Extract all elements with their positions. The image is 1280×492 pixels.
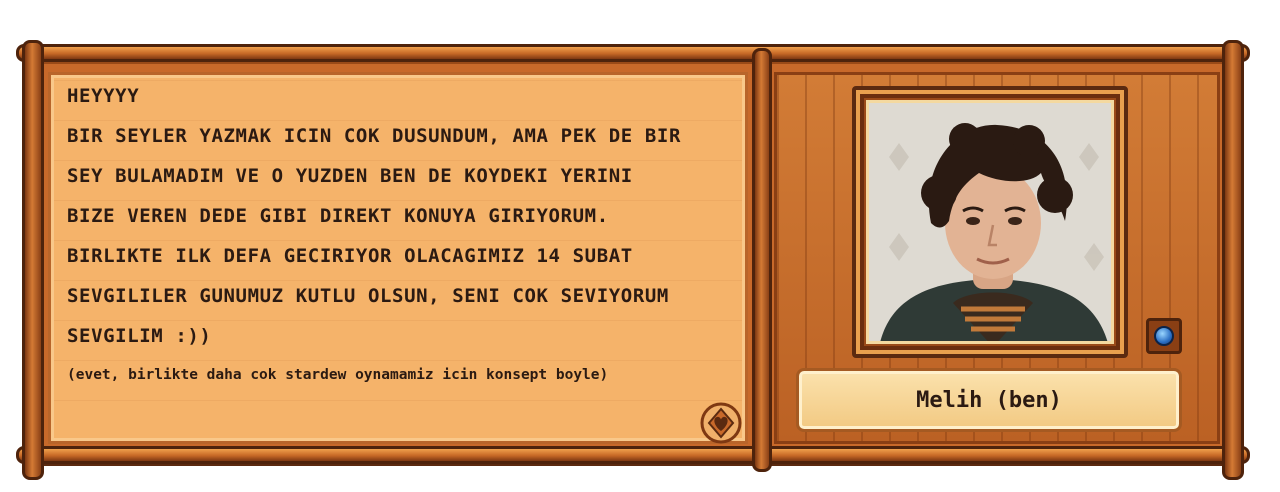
- heart-emblem-icon[interactable]: [699, 401, 743, 445]
- frame-right-post: [1222, 40, 1244, 480]
- gem-inner: [1154, 326, 1174, 346]
- dialogue-line: HEYYYY: [67, 85, 140, 107]
- npc-portrait-photo: [866, 100, 1114, 344]
- frame-top-rod: [16, 44, 1250, 62]
- dialogue-text-panel[interactable]: [48, 72, 748, 444]
- speaker-name-plate: [796, 368, 1182, 432]
- dialogue-line: BIR SEYLER YAZMAK ICIN COK DUSUNDUM, AMA PEK DE BIR: [67, 125, 681, 147]
- dialogue-line: SEVGILILER GUNUMUZ KUTLU OLSUN, SENI COK SEVIYORUM: [67, 285, 669, 307]
- frame-bottom-rod: [16, 446, 1250, 464]
- dialogue-line: SEVGILIM :)): [67, 325, 212, 347]
- dialogue-note: (evet, birlikte daha cok stardew oynamamiz icin konsept boyle): [67, 367, 609, 383]
- dialogue-line: BIZE VEREN DEDE GIBI DIREKT KONUYA GIRIYORUM.: [67, 205, 609, 227]
- blue-gem-icon[interactable]: [1146, 318, 1182, 354]
- dialogue-line: SEY BULAMADIM VE O YUZDEN BEN DE KOYDEKI YERINI: [67, 165, 633, 187]
- frame-divider-post: [752, 48, 772, 472]
- frame-left-post: [22, 40, 44, 480]
- dialogue-line: BIRLIKTE ILK DEFA GECIRIYOR OLACAGIMIZ 14 SUBAT: [67, 245, 633, 267]
- speaker-name: Melih (ben): [916, 387, 1062, 413]
